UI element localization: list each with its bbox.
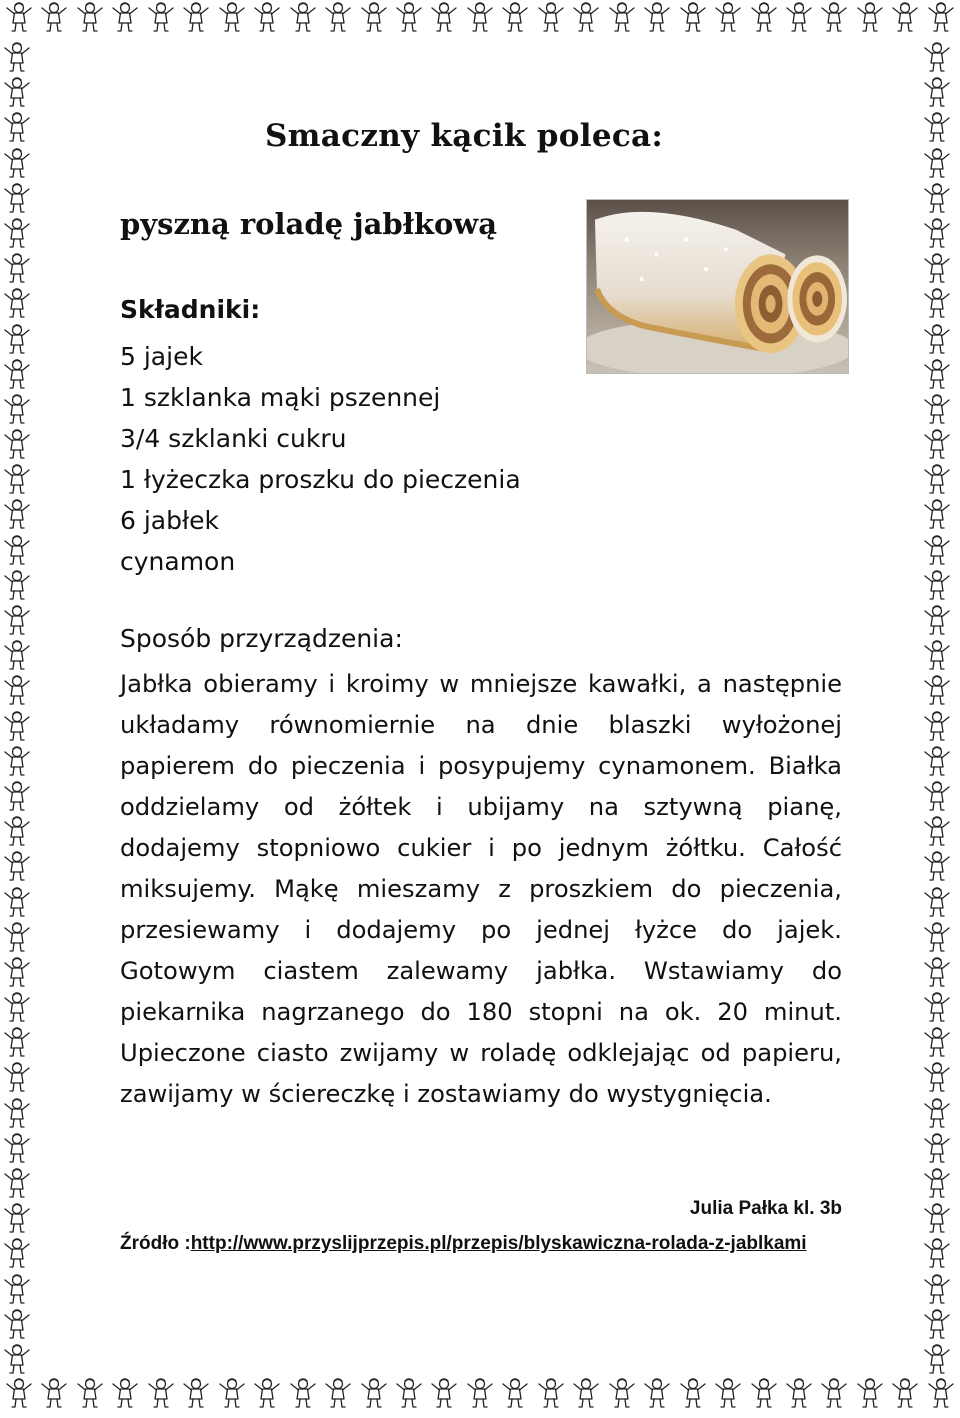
child-figure-icon	[920, 779, 954, 813]
child-figure-icon	[920, 1342, 954, 1376]
child-figure-icon	[250, 1376, 284, 1410]
child-figure-icon	[534, 0, 568, 34]
child-figure-icon	[676, 0, 710, 34]
child-figure-icon	[920, 920, 954, 954]
child-figure-icon	[179, 1376, 213, 1410]
child-figure-icon	[2, 0, 36, 34]
child-figure-icon	[711, 1376, 745, 1410]
child-figure-icon	[321, 0, 355, 34]
child-figure-icon	[747, 1376, 781, 1410]
child-figure-icon	[0, 603, 34, 637]
child-figure-icon	[534, 1376, 568, 1410]
child-figure-icon	[0, 75, 34, 109]
child-figure-icon	[920, 1307, 954, 1341]
child-figure-icon	[0, 849, 34, 883]
child-figure-icon	[920, 533, 954, 567]
child-figure-icon	[498, 0, 532, 34]
child-figure-icon	[0, 990, 34, 1024]
recipe-name: pyszną roladę jabłkową	[120, 207, 498, 241]
child-figure-icon	[0, 1025, 34, 1059]
method-text: Jabłka obieramy i kroimy w mniejsze kawałki, a następnie układamy równomiernie na dnie blaszki wyłożonej papierem do pieczenia i posypujemy cynamonem. Białka oddzielamy od żółtek i ubijamy na sztywną pianę, dodajemy stopniowo cukier i po jednym żółtku. Całość miksujemy. Mąkę mieszamy z proszkiem do pieczenia, przesiewamy i dodajemy po jednej łyżce do jajek. Gotowym ciastem zalewamy jabłka. Wstawiamy do piekarnika nagrzanego do 180 stopni na ok. 20 minut. Upieczone ciasto zwijamy w roladę odklejając od papieru, zawijamy w ściereczkę i zostawiamy do wystygnięcia.	[120, 670, 842, 1108]
list-item: cynamon	[120, 547, 236, 576]
child-figure-icon	[640, 0, 674, 34]
child-figure-icon	[427, 1376, 461, 1410]
child-figure-icon	[920, 673, 954, 707]
child-figure-icon	[920, 849, 954, 883]
child-figure-icon	[920, 885, 954, 919]
page-border-left	[0, 40, 40, 1376]
child-figure-icon	[920, 1236, 954, 1270]
child-figure-icon	[108, 1376, 142, 1410]
child-figure-icon	[0, 709, 34, 743]
child-figure-icon	[920, 1096, 954, 1130]
list-item: 1 łyżeczka proszku do pieczenia	[120, 465, 521, 494]
page-border-top	[0, 0, 960, 40]
child-figure-icon	[888, 0, 922, 34]
child-figure-icon	[144, 1376, 178, 1410]
child-figure-icon	[463, 0, 497, 34]
ingredients-heading: Składniki:	[120, 295, 261, 324]
child-figure-icon	[321, 1376, 355, 1410]
child-figure-icon	[569, 0, 603, 34]
child-figure-icon	[0, 814, 34, 848]
child-figure-icon	[286, 1376, 320, 1410]
child-figure-icon	[0, 885, 34, 919]
child-figure-icon	[144, 0, 178, 34]
child-figure-icon	[0, 1307, 34, 1341]
child-figure-icon	[0, 955, 34, 989]
child-figure-icon	[0, 568, 34, 602]
child-figure-icon	[286, 0, 320, 34]
child-figure-icon	[569, 1376, 603, 1410]
child-figure-icon	[0, 216, 34, 250]
child-figure-icon	[357, 0, 391, 34]
list-item: 6 jabłek	[120, 506, 219, 535]
apple-roll-cake-photo-icon	[587, 200, 848, 373]
child-figure-icon	[853, 1376, 887, 1410]
child-figure-icon	[0, 181, 34, 215]
child-figure-icon	[392, 1376, 426, 1410]
child-figure-icon	[920, 146, 954, 180]
list-item: 5 jajek	[120, 342, 203, 371]
child-figure-icon	[747, 0, 781, 34]
child-figure-icon	[463, 1376, 497, 1410]
child-figure-icon	[920, 181, 954, 215]
child-figure-icon	[920, 955, 954, 989]
child-figure-icon	[0, 533, 34, 567]
child-figure-icon	[920, 603, 954, 637]
child-figure-icon	[0, 40, 34, 74]
page-border-bottom	[0, 1376, 960, 1416]
child-figure-icon	[782, 1376, 816, 1410]
child-figure-icon	[920, 392, 954, 426]
child-figure-icon	[920, 497, 954, 531]
author-credit: Julia Pałka kl. 3b	[689, 1198, 842, 1219]
child-figure-icon	[427, 0, 461, 34]
child-figure-icon	[888, 1376, 922, 1410]
child-figure-icon	[108, 0, 142, 34]
child-figure-icon	[2, 1376, 36, 1410]
child-figure-icon	[0, 1342, 34, 1376]
child-figure-icon	[0, 357, 34, 391]
child-figure-icon	[920, 110, 954, 144]
child-figure-icon	[0, 1096, 34, 1130]
child-figure-icon	[37, 1376, 71, 1410]
child-figure-icon	[920, 1272, 954, 1306]
child-figure-icon	[605, 0, 639, 34]
child-figure-icon	[676, 1376, 710, 1410]
child-figure-icon	[640, 1376, 674, 1410]
child-figure-icon	[0, 1236, 34, 1270]
child-figure-icon	[0, 392, 34, 426]
child-figure-icon	[920, 75, 954, 109]
child-figure-icon	[0, 1272, 34, 1306]
child-figure-icon	[392, 0, 426, 34]
child-figure-icon	[817, 1376, 851, 1410]
child-figure-icon	[0, 1201, 34, 1235]
child-figure-icon	[250, 0, 284, 34]
child-figure-icon	[920, 568, 954, 602]
child-figure-icon	[0, 1060, 34, 1094]
child-figure-icon	[0, 427, 34, 461]
list-item: 3/4 szklanki cukru	[120, 424, 347, 453]
child-figure-icon	[0, 673, 34, 707]
child-figure-icon	[920, 322, 954, 356]
child-figure-icon	[920, 1166, 954, 1200]
child-figure-icon	[920, 40, 954, 74]
child-figure-icon	[0, 251, 34, 285]
page-border-right	[920, 40, 960, 1376]
method-heading: Sposób przyrządzenia:	[120, 624, 403, 653]
source-label: Źródło :	[120, 1233, 191, 1254]
child-figure-icon	[37, 0, 71, 34]
child-figure-icon	[215, 1376, 249, 1410]
child-figure-icon	[924, 0, 958, 34]
source-line	[120, 1226, 820, 1262]
child-figure-icon	[0, 744, 34, 778]
child-figure-icon	[605, 1376, 639, 1410]
child-figure-icon	[920, 462, 954, 496]
child-figure-icon	[0, 638, 34, 672]
child-figure-icon	[0, 1166, 34, 1200]
child-figure-icon	[920, 251, 954, 285]
child-figure-icon	[179, 0, 213, 34]
child-figure-icon	[920, 638, 954, 672]
child-figure-icon	[73, 0, 107, 34]
child-figure-icon	[0, 146, 34, 180]
child-figure-icon	[0, 497, 34, 531]
child-figure-icon	[0, 322, 34, 356]
child-figure-icon	[817, 0, 851, 34]
source-link[interactable]: http://www.przyslijprzepis.pl/przepis/blyskawiczna-rolada-z-jablkami	[190, 1233, 807, 1254]
child-figure-icon	[0, 286, 34, 320]
child-figure-icon	[0, 110, 34, 144]
child-figure-icon	[920, 1201, 954, 1235]
child-figure-icon	[920, 709, 954, 743]
child-figure-icon	[0, 779, 34, 813]
child-figure-icon	[0, 920, 34, 954]
child-figure-icon	[498, 1376, 532, 1410]
child-figure-icon	[357, 1376, 391, 1410]
list-item: 1 szklanka mąki pszennej	[120, 383, 441, 412]
child-figure-icon	[920, 744, 954, 778]
child-figure-icon	[711, 0, 745, 34]
child-figure-icon	[215, 0, 249, 34]
cake-photo	[586, 199, 849, 374]
child-figure-icon	[920, 1060, 954, 1094]
child-figure-icon	[920, 427, 954, 461]
child-figure-icon	[924, 1376, 958, 1410]
child-figure-icon	[920, 990, 954, 1024]
ingredients-list	[120, 336, 521, 582]
child-figure-icon	[782, 0, 816, 34]
child-figure-icon	[920, 286, 954, 320]
child-figure-icon	[920, 814, 954, 848]
page-title: Smaczny kącik poleca:	[265, 118, 664, 154]
child-figure-icon	[0, 462, 34, 496]
child-figure-icon	[920, 1131, 954, 1165]
child-figure-icon	[853, 0, 887, 34]
child-figure-icon	[920, 216, 954, 250]
child-figure-icon	[920, 357, 954, 391]
child-figure-icon	[920, 1025, 954, 1059]
child-figure-icon	[0, 1131, 34, 1165]
child-figure-icon	[73, 1376, 107, 1410]
